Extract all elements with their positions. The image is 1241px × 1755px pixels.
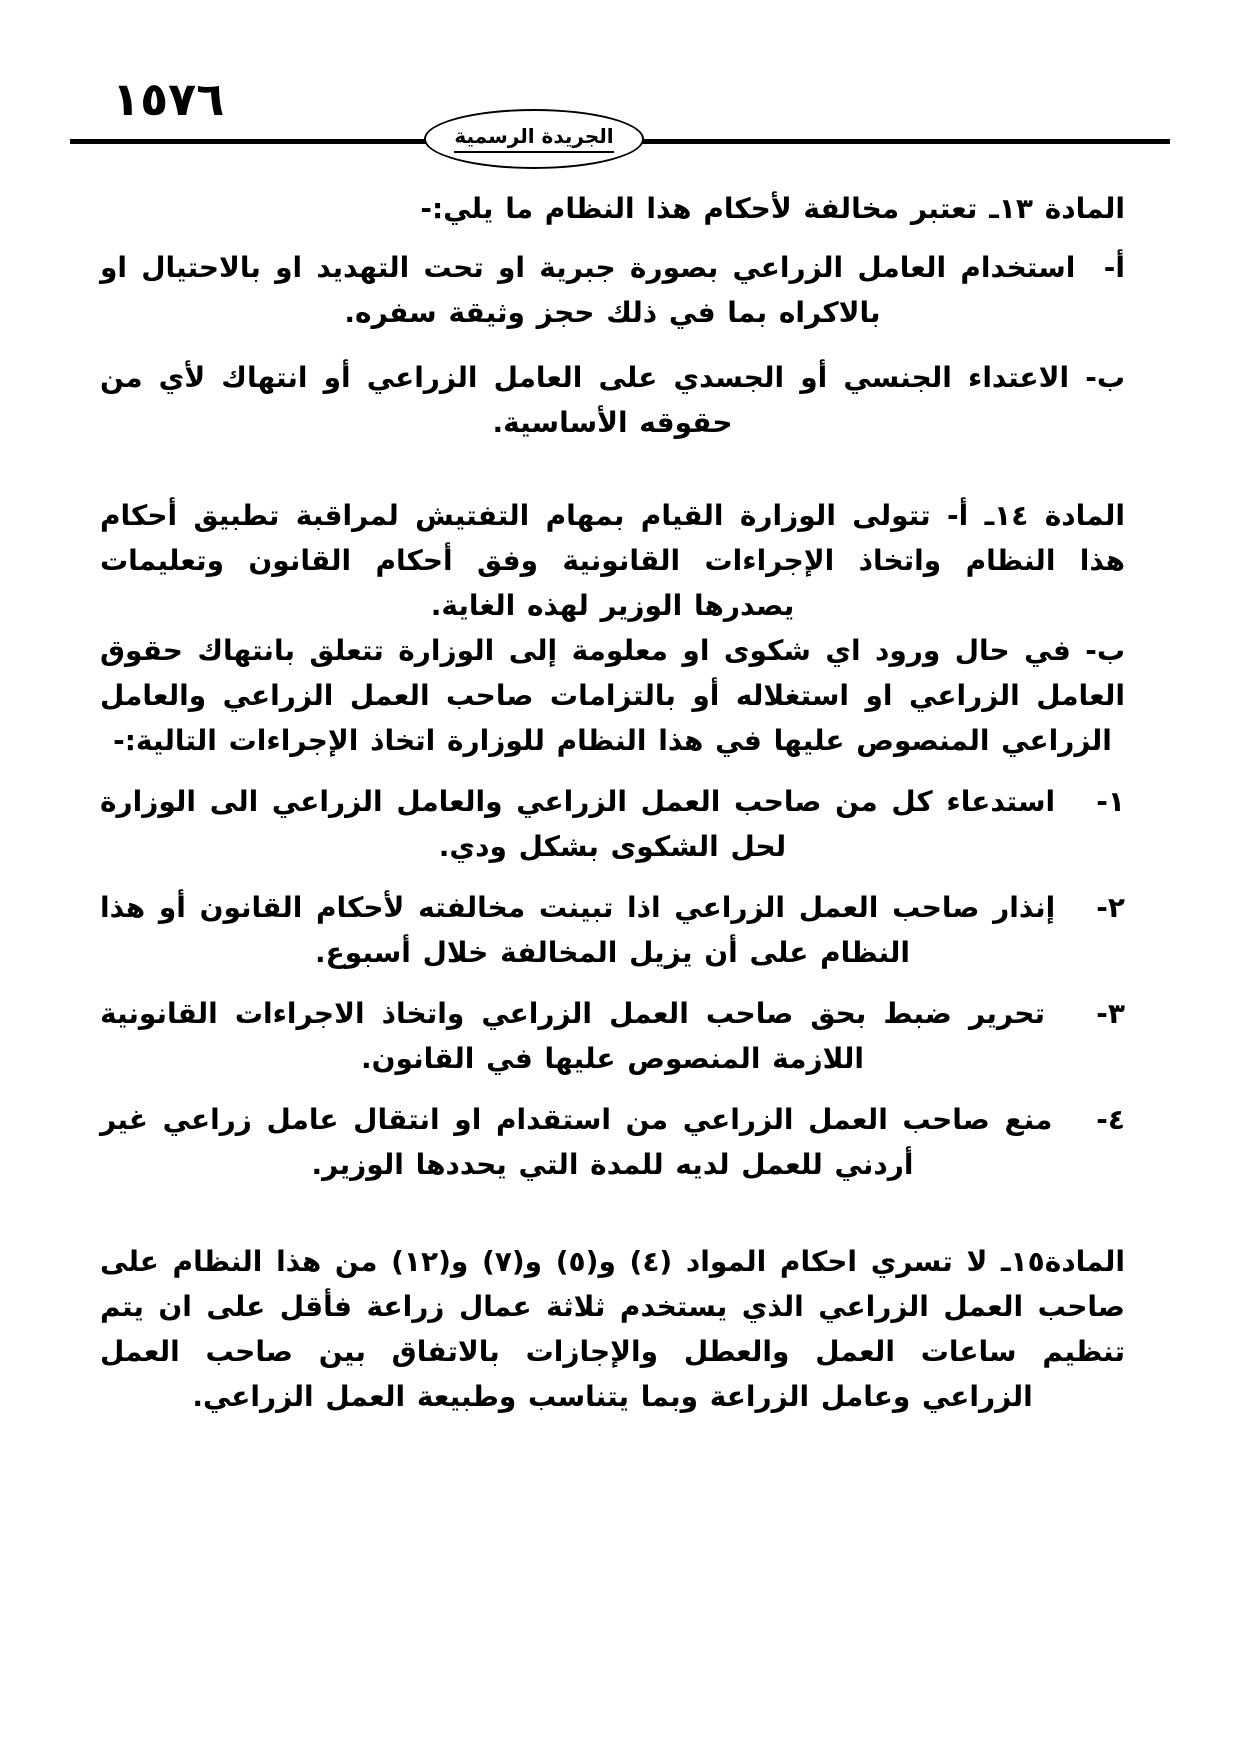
masthead-title: الجريدة الرسمية bbox=[454, 124, 614, 148]
article-13-clause-a: أ- استخدام العامل الزراعي بصورة جبرية او تحت التهديد او بالاحتيال او بالاكراه بما في ذلك حجز وثيقة سفره. bbox=[100, 251, 1125, 329]
article-14-procedure-4: ٤- منع صاحب العمل الزراعي من استقدام او انتقال عامل زراعي غير أردني للعمل لديه للمدة التي يحددها الوزير. bbox=[100, 1103, 1125, 1181]
page-number: ١٥٧٦ bbox=[112, 72, 225, 126]
article-14-procedure-1: ١- استدعاء كل من صاحب العمل الزراعي والعامل الزراعي الى الوزارة لحل الشكوى بشكل ودي. bbox=[100, 785, 1125, 863]
article-14-procedure-2: ٢- إنذار صاحب العمل الزراعي اذا تبينت مخالفته لأحكام القانون أو هذا النظام على أن يزيل المخالفة خلال أسبوع. bbox=[100, 891, 1125, 969]
article-13-heading: المادة ١٣ـ تعتبر مخالفة لأحكام هذا النظام ما يلي:- bbox=[420, 192, 1125, 225]
article-14-clause-a: المادة ١٤ـ أ- تتولى الوزارة القيام بمهام التفتيش لمراقبة تطبيق أحكام هذا النظام واتخاذ الإجراءات القانونية وفق أحكام القانون وتعليمات يصدرها الوزير لهذه الغاية. bbox=[100, 499, 1125, 622]
article-15: المادة١٥ـ لا تسري احكام المواد (٤) و(٥) و(٧) و(١٢) من هذا النظام على صاحب العمل الزراعي الذي يستخدم ثلاثة عمال زراعة فأقل على ان يتم تنظيم ساعات العمل والعطل والإجازات بالاتفاق بين صاحب العمل الزراعي وعامل الزراعة وبما يتناسب وطبيعة العمل الزراعي. bbox=[100, 1245, 1126, 1413]
article-14-clause-b: ب- في حال ورود اي شكوى او معلومة إلى الوزارة تتعلق بانتهاك حقوق العامل الزراعي او استغلاله أو بالتزامات صاحب العمل الزراعي والعامل الزراعي المنصوص عليها في هذا النظام للوزارة اتخاذ الإجراءات التالية:- bbox=[100, 634, 1125, 757]
article-14-procedure-3: ٣- تحرير ضبط بحق صاحب العمل الزراعي واتخاذ الاجراءات القانونية اللازمة المنصوص عليها في القانون. bbox=[100, 997, 1125, 1075]
masthead-seal bbox=[424, 109, 644, 169]
article-13-clause-b: ب- الاعتداء الجنسي أو الجسدي على العامل الزراعي أو انتهاك لأي من حقوقه الأساسية. bbox=[100, 361, 1125, 439]
masthead-underline bbox=[454, 151, 614, 153]
document-body bbox=[0, 186, 1241, 1419]
